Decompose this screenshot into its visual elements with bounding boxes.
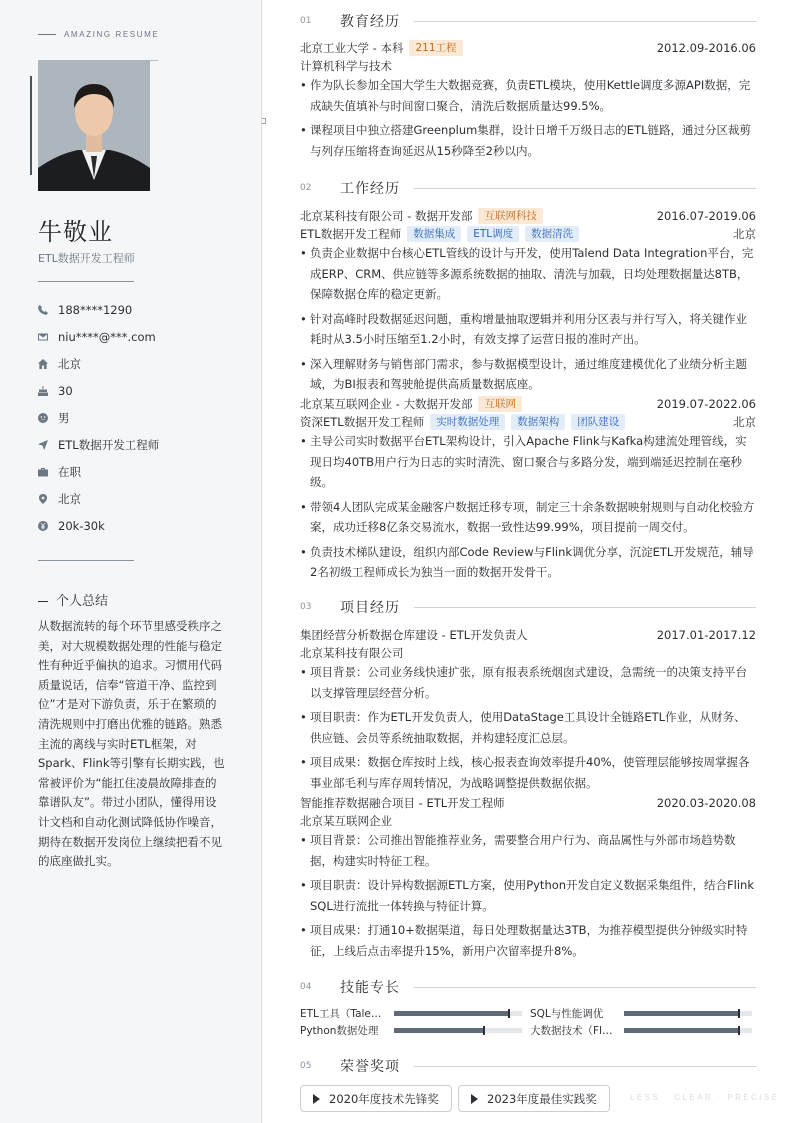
education-bullets (300, 75, 756, 165)
avatar (38, 60, 150, 191)
mail-icon (38, 332, 58, 342)
list-item: • 负责技术梯队建设，组织内部Code Review与Flink调优分享，沉淀ETL开发规范，辅导2名初级工程师成长为独当一面的数据开发骨干。 (300, 542, 756, 583)
list-item: • 项目职责：设计异构数据源ETL方案，使用Python开发自定义数据采集组件，结合Flink SQL进行流批一体转换与特征计算。 (300, 875, 756, 916)
info-phone (38, 296, 248, 323)
education-major (300, 57, 756, 75)
info-value: 北京 (58, 356, 81, 371)
footer-watermark: LESS · CLEAR · PRECISE (630, 1093, 780, 1102)
skill-item (530, 1006, 752, 1020)
section-number: 04 (300, 982, 312, 992)
section-number: 05 (300, 1061, 312, 1071)
home-icon (38, 359, 58, 369)
info-email (38, 323, 248, 350)
info-location (38, 485, 248, 512)
skill-level-fill (394, 1011, 509, 1016)
project-bullets (300, 830, 756, 965)
skill-level-fill (394, 1028, 484, 1033)
section-projects (300, 597, 756, 617)
section-honors (300, 1056, 756, 1076)
list-item: • 项目成果：打通10+数据渠道，每日处理数据量达3TB，为推荐模型提供分钟级实时特征，上线后点击率提升15%，新用户次留率提升8%。 (300, 920, 756, 961)
list-item: • 项目职责：作为ETL开发负责人，使用DataStage工具设计全链路ETL作业，从财务、供应链、会员等系统抽取数据，并构建轻度汇总层。 (300, 707, 756, 748)
project-header (300, 794, 756, 812)
edge-marker (262, 118, 266, 124)
info-value: 20k-30k (58, 518, 105, 533)
project-org: 北京某互联网企业 (300, 814, 392, 828)
skill-item (300, 1006, 522, 1020)
skill-tag: 团队建设 (571, 414, 625, 430)
work-position-row (300, 413, 756, 431)
work-city: 北京 (733, 415, 756, 429)
summary-text: 从数据流转的每个环节里感受秩序之美，对大规模数据处理的性能与稳定性有种近乎偏执的追求。习惯用代码质量说话，信奉“管道干净、监控到位”才是对下游负责，乐于在繁琐的清洗规则中打磨出优雅的链路。熟悉主流的离线与实时ETL框架，对Spark、Flink等引擎有长期实践，也常被评价为“能扛住凌晨故障排查的靠谱队友”。带过小团队，懂得用设计文档和自动化测试降低协作噪音，期待在数据开发岗位上继续把看不见的底座做扎实。 (38, 619, 225, 869)
info-value: 北京 (58, 491, 81, 506)
summary-heading: 个人总结 (38, 590, 108, 609)
project-header (300, 626, 756, 644)
list-item: • 作为队长参加全国大学生大数据竞赛，负责ETL模块，使用Kettle调度多源API数据，完成缺失值填补与时间窗口聚合，清洗后数据质量达99.5%。 (300, 75, 756, 116)
skill-name: Python数据处理 (300, 1024, 379, 1037)
company-tag: 互联网 (478, 396, 522, 412)
project-bullets (300, 662, 756, 797)
work-position-row (300, 225, 756, 243)
list-item: • 课程项目中独立搭建Greenplum集群，设计日增千万级日志的ETL链路，通过分区裁剪与列存压缩将查询延迟从15秒降至2秒以内。 (300, 120, 756, 161)
skill-item (300, 1023, 522, 1037)
work-header (300, 207, 756, 225)
send-icon (38, 440, 58, 450)
section-rule (414, 1066, 756, 1067)
skill-level-fill (624, 1011, 739, 1016)
section-title: 工作经历 (340, 181, 400, 197)
info-status (38, 458, 248, 485)
project-name: 智能推荐数据融合项目 - ETL开发工程师 (300, 796, 505, 810)
phone-icon (38, 305, 58, 315)
project-org-row (300, 644, 756, 662)
brand-label: AMAZING RESUME (38, 30, 159, 39)
company-tag: 互联网科技 (478, 208, 543, 224)
briefcase-icon (38, 467, 58, 477)
cake-icon (38, 386, 58, 396)
section-rule (414, 987, 756, 988)
section-title: 荣誉奖项 (340, 1059, 400, 1075)
list-item: • 针对高峰时段数据延迟问题，重构增量抽取逻辑并利用分区表与并行写入，将关键作业耗时从3.5小时压缩至1.2小时，有效支撑了运营日报的准时产出。 (300, 309, 756, 350)
section-number: 02 (300, 183, 312, 193)
major: 计算机科学与技术 (300, 59, 392, 73)
education-header (300, 39, 756, 57)
project-org: 北京某科技有限公司 (300, 646, 404, 660)
contact-info-list (38, 296, 248, 539)
info-value: ETL数据开发工程师 (58, 437, 160, 452)
info-value: 男 (58, 410, 70, 425)
section-skills (300, 977, 756, 997)
smile-icon (38, 413, 58, 423)
list-item: • 项目背景：公司推出智能推荐业务，需要整合用户行为、商品属性与外部市场趋势数据，构建实时特征工程。 (300, 830, 756, 871)
section-rule (414, 21, 756, 22)
work-header (300, 395, 756, 413)
project-date: 2017.01-2017.12 (656, 628, 756, 642)
project-name: 集团经营分析数据仓库建设 - ETL开发负责人 (300, 628, 528, 642)
skill-name: ETL工具（Tale… (300, 1007, 382, 1020)
divider (38, 281, 134, 282)
education-date: 2012.09-2016.06 (656, 41, 756, 55)
company-name: 北京某互联网企业 - 大数据开发部 (300, 397, 473, 411)
section-title: 教育经历 (340, 14, 400, 30)
award-label: 2023年度最佳实践奖 (487, 1091, 597, 1106)
skill-name: 大数据技术（Fl… (530, 1024, 613, 1037)
person-name: 牛敬业 (38, 218, 113, 246)
sidebar (0, 0, 262, 1123)
play-icon (471, 1094, 478, 1104)
section-rule (414, 607, 756, 608)
info-target-role (38, 431, 248, 458)
work-bullets (300, 243, 756, 399)
info-value: 在职 (58, 464, 81, 479)
project-org-row (300, 812, 756, 830)
work-date: 2019.07-2022.06 (656, 397, 756, 411)
info-gender (38, 404, 248, 431)
skill-bar (624, 1011, 752, 1016)
award-badge (300, 1085, 452, 1112)
skill-tag: 数据清洗 (525, 226, 579, 242)
skill-level-fill (624, 1028, 739, 1033)
work-city: 北京 (733, 227, 756, 241)
info-value: 30 (58, 383, 73, 398)
section-title: 项目经历 (340, 600, 400, 616)
section-number: 03 (300, 602, 312, 612)
skill-tag: 实时数据处理 (430, 414, 505, 430)
section-work (300, 178, 756, 198)
list-item: • 主导公司实时数据平台ETL架构设计，引入Apache Flink与Kafka构建流处理管线，实现日均40TB用户行为日志的实时清洗、窗口聚合与多路分发，端到端延迟控制在毫秒级。 (300, 431, 756, 493)
skill-tag: 数据集成 (407, 226, 461, 242)
info-salary (38, 512, 248, 539)
play-icon (313, 1094, 320, 1104)
photo-accent-bar (30, 76, 32, 175)
list-item: • 带领4人团队完成某金融客户数据迁移专项，制定三十余条数据映射规则与自动化校验方案，成功迁移8亿条交易流水，数据一致性达99.99%，项目提前一周交付。 (300, 497, 756, 538)
skill-tag: 数据架构 (511, 414, 565, 430)
list-item: • 负责企业数据中台核心ETL管线的设计与开发，使用Talend Data Integration平台，完成ERP、CRM、供应链等多源系统数据的抽取、清洗与加载，日均处理数据量达8TB，保障数据仓库的稳定更新。 (300, 243, 756, 305)
location-icon (38, 494, 58, 504)
award-badge (458, 1085, 610, 1112)
person-title: ETL数据开发工程师 (38, 252, 135, 265)
section-education (300, 11, 756, 31)
skill-bar (394, 1011, 522, 1016)
skill-name: SQL与性能调优 (530, 1007, 604, 1020)
info-value: 188****1290 (58, 302, 133, 317)
skill-item (530, 1023, 752, 1037)
divider (38, 560, 134, 561)
award-label: 2020年度技术先锋奖 (329, 1091, 439, 1106)
salary-icon (38, 521, 58, 531)
work-date: 2016.07-2019.06 (656, 209, 756, 223)
info-residence (38, 350, 248, 377)
skill-bar (624, 1028, 752, 1033)
school-tag: 211工程 (409, 40, 462, 56)
section-rule (414, 188, 756, 189)
position: ETL数据开发工程师 (300, 227, 402, 241)
section-title: 技能专长 (340, 980, 400, 996)
work-bullets (300, 431, 756, 587)
section-number: 01 (300, 16, 312, 26)
list-item: • 深入理解财务与销售部门需求，参与数据模型设计，通过维度建模优化了业绩分析主题域，为BI报表和驾驶舱提供高质量数据底座。 (300, 354, 756, 395)
position: 资深ETL数据开发工程师 (300, 415, 425, 429)
company-name: 北京某科技有限公司 - 数据开发部 (300, 209, 473, 223)
info-age (38, 377, 248, 404)
project-date: 2020.03-2020.08 (656, 796, 756, 810)
list-item: • 项目背景：公司业务线快速扩张，原有报表系统烟囱式建设，急需统一的决策支持平台以支撑管理层经营分析。 (300, 662, 756, 703)
info-value: niu****@***.com (58, 329, 156, 344)
school-name: 北京工业大学 - 本科 (300, 41, 404, 55)
skill-tag: ETL调度 (467, 226, 519, 242)
skill-bar (394, 1028, 522, 1033)
list-item: • 项目成果：数据仓库按时上线，核心报表查询效率提升40%，使管理层能够按周掌握各事业部毛利与库存周转情况，为战略调整提供数据依据。 (300, 752, 756, 793)
